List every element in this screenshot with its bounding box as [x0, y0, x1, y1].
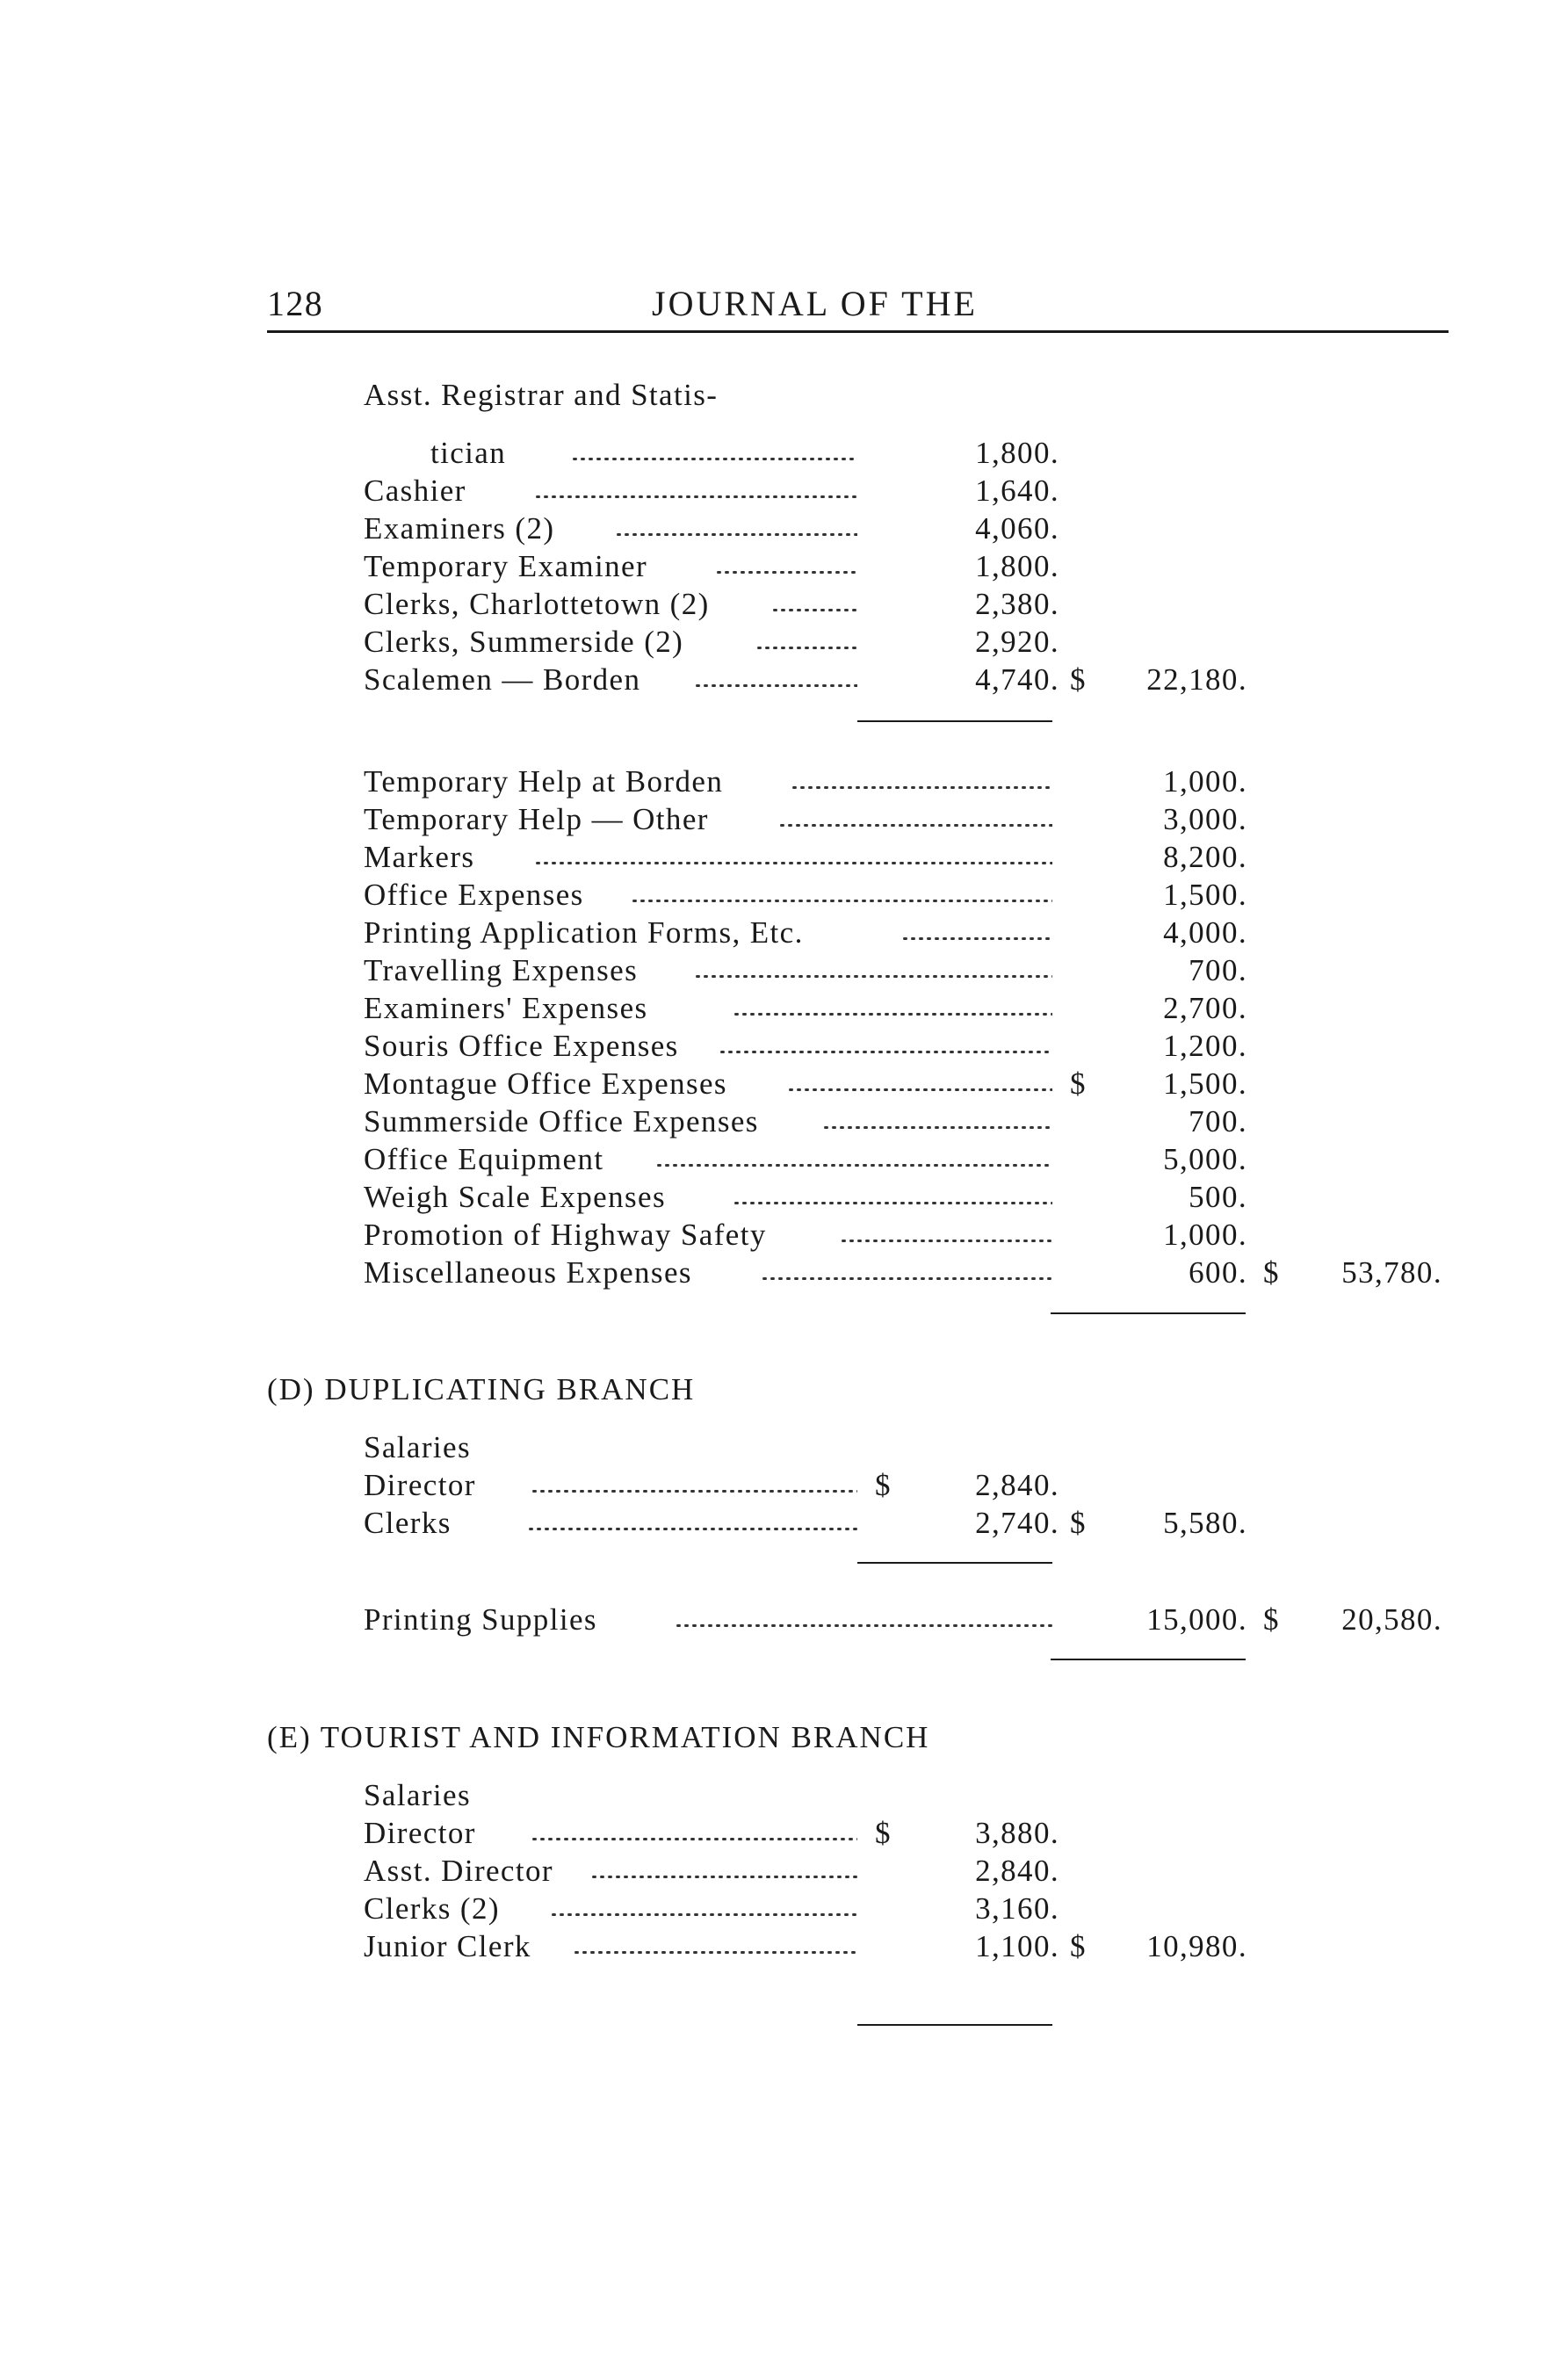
leader-dots — [550, 1913, 857, 1916]
section-d-total: 20,580. — [1341, 1602, 1442, 1637]
row-label: Temporary Help — Other — [364, 802, 709, 836]
row-amount: 1,000. — [1163, 764, 1247, 799]
row-label: Markers — [364, 840, 475, 874]
row-amount: 3,160. — [975, 1891, 1059, 1926]
dollar-sign: $ — [1070, 662, 1087, 697]
leader-dots — [531, 1838, 857, 1840]
row-label: Clerks, Summerside (2) — [364, 625, 684, 659]
row-label: Souris Office Expenses — [364, 1029, 679, 1063]
leader-dots — [590, 1876, 857, 1878]
row-amount: 600. — [1189, 1255, 1247, 1290]
row-label: Office Equipment — [364, 1142, 604, 1176]
leader-dots — [755, 647, 857, 649]
leader-dots — [534, 495, 857, 498]
leader-dots — [840, 1240, 1052, 1242]
row-amount: 4,740. — [975, 662, 1059, 697]
row-amount: 1,800. — [975, 549, 1059, 583]
row-label: Travelling Expenses — [364, 953, 639, 987]
row-amount: 1,640. — [975, 474, 1059, 508]
row-label: Clerks, Charlottetown (2) — [364, 587, 710, 621]
row-amount: 1,000. — [1163, 1218, 1247, 1252]
dollar-sign: $ — [1263, 1602, 1280, 1637]
row-amount: 3,880. — [975, 1816, 1059, 1850]
row-label: Weigh Scale Expenses — [364, 1180, 666, 1214]
block1-first-label: Asst. Registrar and Statis- — [364, 378, 719, 412]
row-amount: 700. — [1189, 1104, 1247, 1139]
row-label: Montague Office Expenses — [364, 1066, 727, 1101]
row-label: Examiners (2) — [364, 511, 555, 546]
row-label: Promotion of Highway Safety — [364, 1218, 767, 1252]
page-title: JOURNAL OF THE — [652, 284, 978, 323]
row-amount: 2,840. — [975, 1854, 1059, 1888]
leader-dots — [655, 1164, 1052, 1167]
row-label: Junior Clerk — [364, 1929, 531, 1963]
leader-dots — [791, 786, 1052, 789]
dollar-sign: $ — [1070, 1506, 1087, 1540]
leader-dots — [901, 937, 1052, 940]
leader-dots — [531, 1490, 857, 1493]
salaries-label: Salaries — [364, 1778, 471, 1812]
section-heading-d: (D) DUPLICATING BRANCH — [267, 1372, 696, 1406]
leader-dots — [573, 1951, 857, 1954]
block1-total: 22,180. — [1146, 662, 1247, 697]
leader-dots — [694, 684, 857, 687]
total-rule — [1051, 1312, 1246, 1314]
row-amount: 4,000. — [1163, 915, 1247, 950]
row-label: tician — [430, 436, 507, 470]
subtotal-rule — [857, 720, 1052, 722]
leader-dots — [733, 1202, 1052, 1204]
leader-dots — [527, 1528, 857, 1530]
row-amount: 5,000. — [1163, 1142, 1247, 1176]
row-label: Scalemen — Borden — [364, 662, 641, 697]
leader-dots — [571, 458, 857, 460]
section-d-subtotal: 5,580. — [1163, 1506, 1247, 1540]
row-label: Clerks — [364, 1506, 452, 1540]
row-label: Asst. Director — [364, 1854, 553, 1888]
salaries-label: Salaries — [364, 1430, 471, 1464]
leader-dots — [719, 1051, 1052, 1053]
leader-dots — [778, 824, 1052, 827]
leader-dots — [694, 975, 1052, 978]
row-amount: 1,200. — [1163, 1029, 1247, 1063]
leader-dots — [733, 1013, 1052, 1016]
row-amount: 2,920. — [975, 625, 1059, 659]
leader-dots — [534, 862, 1052, 864]
row-amount: 2,700. — [1163, 991, 1247, 1025]
leader-dots — [787, 1088, 1052, 1091]
section-e-subtotal: 10,980. — [1146, 1929, 1247, 1963]
row-label: Office Expenses — [364, 878, 584, 912]
row-amount: 500. — [1189, 1180, 1247, 1214]
row-amount: 1,100. — [975, 1929, 1059, 1963]
row-label: Cashier — [364, 474, 466, 508]
row-amount: 8,200. — [1163, 840, 1247, 874]
subtotal-rule — [857, 1562, 1052, 1564]
row-amount: 3,000. — [1163, 802, 1247, 836]
row-amount: 2,740. — [975, 1506, 1059, 1540]
row-amount: 15,000. — [1146, 1602, 1247, 1637]
row-amount: 1,800. — [975, 436, 1059, 470]
row-amount: 2,380. — [975, 587, 1059, 621]
section-heading-e: (E) TOURIST AND INFORMATION BRANCH — [267, 1720, 930, 1754]
leader-dots — [715, 571, 857, 574]
row-label: Director — [364, 1816, 476, 1850]
total-rule — [1051, 1659, 1246, 1660]
dollar-sign: $ — [1070, 1929, 1087, 1963]
row-label: Temporary Examiner — [364, 549, 648, 583]
header-rule — [267, 330, 1449, 333]
leader-dots — [631, 900, 1052, 902]
dollar-sign: $ — [875, 1816, 892, 1850]
dollar-sign: $ — [875, 1468, 892, 1502]
leader-dots — [761, 1277, 1052, 1280]
page-number: 128 — [267, 284, 324, 323]
row-amount: 1,500. — [1163, 878, 1247, 912]
row-label: Director — [364, 1468, 476, 1502]
row-amount: 1,500. — [1163, 1066, 1247, 1101]
row-amount: 700. — [1189, 953, 1247, 987]
leader-dots — [771, 609, 857, 611]
block2-total: 53,780. — [1341, 1255, 1442, 1290]
row-label: Clerks (2) — [364, 1891, 500, 1926]
row-label: Temporary Help at Borden — [364, 764, 724, 799]
row-label: Summerside Office Expenses — [364, 1104, 759, 1139]
row-label: Printing Supplies — [364, 1602, 597, 1637]
row-label: Printing Application Forms, Etc. — [364, 915, 804, 950]
leader-dots — [675, 1624, 1052, 1627]
dollar-sign: $ — [1263, 1255, 1280, 1290]
leader-dots — [615, 533, 857, 536]
row-label: Examiners' Expenses — [364, 991, 648, 1025]
leader-dots — [822, 1126, 1052, 1129]
dollar-sign: $ — [1070, 1066, 1087, 1101]
subtotal-rule — [857, 2024, 1052, 2026]
row-amount: 2,840. — [975, 1468, 1059, 1502]
row-label: Miscellaneous Expenses — [364, 1255, 692, 1290]
row-amount: 4,060. — [975, 511, 1059, 546]
